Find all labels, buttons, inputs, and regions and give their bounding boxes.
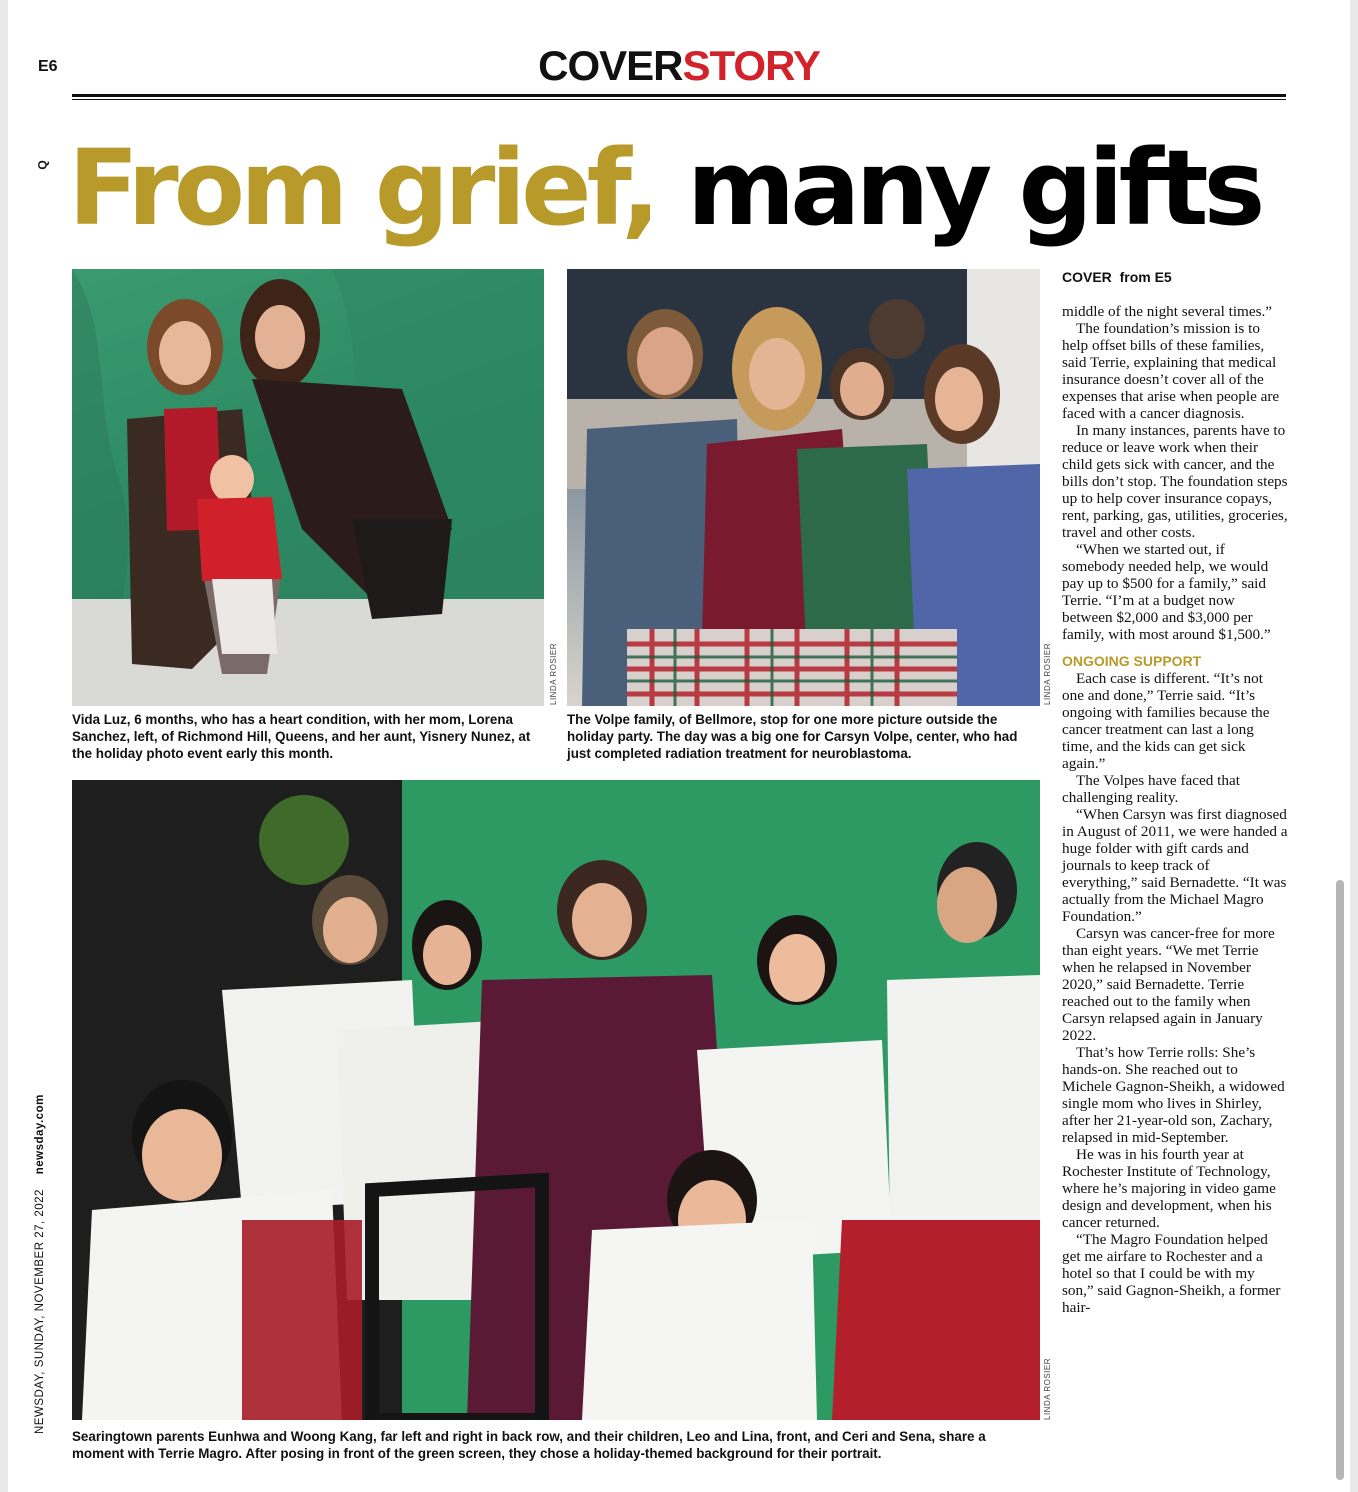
page-edge-right bbox=[1350, 0, 1358, 1492]
article-paragraph: The Volpes have faced that challenging reality. bbox=[1062, 772, 1240, 806]
masthead-rule bbox=[72, 94, 1286, 97]
edition-mark: Q bbox=[35, 160, 50, 170]
article-paragraph: “When Carsyn was first diagnosed in August of 2011, we were handed a huge folder with gift cards and journals to keep track of everything,” said Bernadette. “It was actually from the Michael Magro Foundation.” bbox=[1062, 806, 1288, 925]
photo-vida-luz-family bbox=[72, 269, 544, 706]
photo-caption-3: Searingtown parents Eunhwa and Woong Kang, far left and right in back row, and their children, Leo and Lina, front, and Ceri and Sena, share a moment with Terrie Magro. After posing in front of the green screen, they chose a holiday-themed background for their portrait. bbox=[72, 1429, 986, 1461]
headline bbox=[68, 118, 1260, 258]
photo-caption-1: Vida Luz, 6 months, who has a heart condition, with her mom, Lorena Sanchez, left, of Richmond Hill, Queens, and her aunt, Yisnery Nunez, at the holiday photo event early this month. bbox=[72, 712, 531, 761]
section-masthead bbox=[0, 42, 1358, 90]
article-paragraph: “The Magro Foundation helped get me airfare to Rochester and a hotel so that I could be with my son,” said Gagnon-Sheikh, a former hair- bbox=[1062, 1231, 1281, 1316]
photo-illustration bbox=[567, 269, 1040, 706]
photo-credit-1: LINDA ROSIER bbox=[549, 642, 558, 705]
article-subhead: ONGOING SUPPORT bbox=[1062, 653, 1202, 669]
photo-illustration bbox=[72, 269, 544, 706]
jump-from: from E5 bbox=[1119, 269, 1172, 285]
photo-credit-2: LINDA ROSIER bbox=[1043, 642, 1052, 705]
page-edge-left bbox=[0, 0, 8, 1492]
headline-part-1: From grief, bbox=[68, 127, 656, 249]
masthead-rule-thin bbox=[72, 99, 1286, 100]
dateline-text: NEWSDAY, SUNDAY, NOVEMBER 27, 2022 bbox=[34, 1189, 46, 1434]
article-body bbox=[1062, 303, 1288, 1316]
jump-label: COVER bbox=[1062, 269, 1112, 285]
section-prefix: COVER bbox=[538, 42, 683, 89]
section-suffix: STORY bbox=[682, 42, 820, 89]
photo-caption-2: The Volpe family, of Bellmore, stop for one more picture outside the holiday party. The day was a big one for Carsyn Volpe, center, who had just completed radiation treatment for neuroblastoma. bbox=[567, 712, 1018, 761]
article-paragraph: He was in his fourth year at Rochester Institute of Technology, where he’s majoring in video game design and development, when his cancer returned. bbox=[1062, 1146, 1276, 1231]
photo-kang-family bbox=[72, 780, 1040, 1420]
article-paragraph: The foundation’s mission is to help offset bills of these families, said Terrie, explaining that medical insurance doesn’t cover all of the expenses that arise when people are faced with a cancer diagnosis. bbox=[1062, 320, 1280, 422]
scrollbar[interactable] bbox=[1336, 880, 1344, 1480]
page-number: E6 bbox=[38, 58, 58, 75]
photo-credit-3: LINDA ROSIER bbox=[1043, 1357, 1052, 1420]
article-paragraph: Each case is different. “It’s not one and done,” Terrie said. “It’s ongoing with families because the cancer treatment can last a long time, and the kids can get sick again.” bbox=[1062, 670, 1270, 772]
jump-line bbox=[1062, 269, 1172, 285]
article-paragraph: middle of the night several times.” bbox=[1062, 303, 1273, 320]
photo-illustration bbox=[72, 780, 1040, 1420]
article-paragraph: In many instances, parents have to reduce or leave work when their child gets sick with cancer, and the bills don’t stop. The foundation steps up to help cover insurance copays, rent, parking, gas, utilities, groceries, travel and other costs. bbox=[1062, 422, 1288, 541]
headline-part-2: many gifts bbox=[686, 127, 1261, 249]
article-paragraph: Carsyn was cancer-free for more than eight years. “We met Terrie when he relapsed in November 2020,” said Bernadette. Terrie reached out to the family when Carsyn relapsed again in January 2022. bbox=[1062, 925, 1275, 1044]
article-paragraph: “When we started out, if somebody needed help, we would pay up to $500 for a family,” said Terrie. “I’m at a budget now between $2,000 and $3,000 per family, with most around $1,500.” bbox=[1062, 541, 1271, 643]
page-dateline bbox=[34, 1094, 46, 1434]
photo-volpe-family bbox=[567, 269, 1040, 706]
site-name: newsday.com bbox=[34, 1094, 46, 1175]
article-paragraph: That’s how Terrie rolls: She’s hands-on. She reached out to Michele Gagnon-Sheikh, a widowed single mom who lives in Shirley, after her 21-year-old son, Zachary, relapsed in mid-September. bbox=[1062, 1044, 1285, 1146]
